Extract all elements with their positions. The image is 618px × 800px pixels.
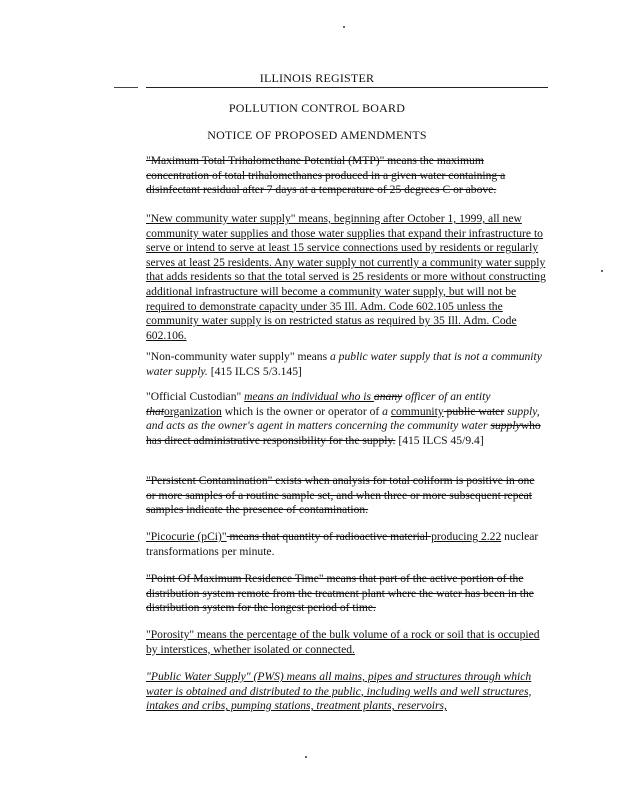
text-span: which is the owner or operator of [221, 404, 383, 418]
scan-speck [601, 270, 603, 272]
text-span: "Non-community water supply" means [146, 350, 330, 363]
text-span: "Official Custodian" [146, 390, 245, 403]
text-span: "New community water supply" means, beginning after October 1, 1999, all new community water supplies and those water supplies that expand their infrastructure to serve or intend to serve at least 15 service connections used by residents or regularly serves at least 25 residents. Any water supply not currently a community water supply that adds residents so that the total served is 25 residents or more without constructing additional infrastructure will become a community water supply, but will not be required to demonstrate capacity under 35 Ill. Adm. Code 602.105 unless the community water supply is on restricted status as required by 35 Ill. Adm. Code 602.106. [146, 212, 546, 342]
text-span: [415 ILCS 45/9.4] [395, 433, 484, 447]
scan-speck [305, 756, 307, 758]
text-span: "Picocurie (pCi)" [146, 530, 227, 543]
notice-title: NOTICE OF PROPOSED AMENDMENTS [207, 128, 427, 142]
definition-paragraph [146, 628, 546, 657]
definition-paragraph [146, 154, 546, 198]
text-span: community [390, 404, 444, 418]
text-span: a [382, 404, 391, 418]
text-span: "Public Water Supply" (PWS) means all mains, pipes and structures through which water is obtained and distributed to the public, including wells and well structures, intakes and cribs, pumping stations, treatment plants, reservoirs, [146, 670, 532, 713]
header-dash-mark [114, 87, 138, 88]
definition-paragraph [146, 212, 546, 343]
text-span: a public water supply that is not a community water supply. [146, 350, 542, 378]
text-span: supply, and acts as the owner's agent in matters concerning the community water [146, 404, 540, 433]
text-span: public water [443, 404, 505, 418]
scan-speck [343, 26, 345, 28]
text-span: who has direct administrative responsibility for the supply. [146, 419, 541, 447]
text-span: means that quantity of radioactive material [226, 530, 432, 543]
definition-paragraph [146, 350, 546, 379]
header-rule [146, 87, 548, 88]
text-span: "Persistent Contamination" exists when analysis for total coliform is positive in one or more samples of a routine sample set, and when three or more subsequent repeat samples indicate the presence of contamination. [146, 474, 535, 517]
text-span: producing 2.22 [431, 530, 502, 543]
definition-paragraph [146, 670, 546, 714]
text-span: supply [490, 419, 521, 433]
text-span: means an individual who is [244, 390, 374, 403]
text-span: [415 ILCS 5/3.145] [207, 364, 302, 378]
text-span: anany [373, 390, 403, 403]
text-span: that [146, 404, 165, 418]
text-span: "Maximum Total Trihalomethane Potential (MTP)" means the maximum concentration of total trihalomethanes produced in a given water containing a disinfectant residual after 7 days at a temperature of 25 degrees C or above. [146, 154, 506, 197]
text-span: officer of an entity [402, 390, 491, 403]
register-title: ILLINOIS REGISTER [259, 71, 375, 85]
definition-paragraph [146, 572, 546, 616]
definition-paragraph [146, 530, 546, 559]
definition-paragraph [146, 390, 546, 448]
text-span: "Porosity" means the percentage of the bulk volume of a rock or soil that is occupied by interstices, whether isolated or connected. [146, 628, 540, 656]
definition-paragraph [146, 474, 546, 518]
text-span: nuclear transformations per minute. [146, 530, 539, 558]
text-span: organization [164, 404, 222, 418]
board-title: POLLUTION CONTROL BOARD [228, 101, 406, 115]
text-span: "Point Of Maximum Residence Time" means that part of the active portion of the distribution system remote from the treatment plant where the water has been in the distribution system for the longest period of time. [146, 572, 534, 615]
